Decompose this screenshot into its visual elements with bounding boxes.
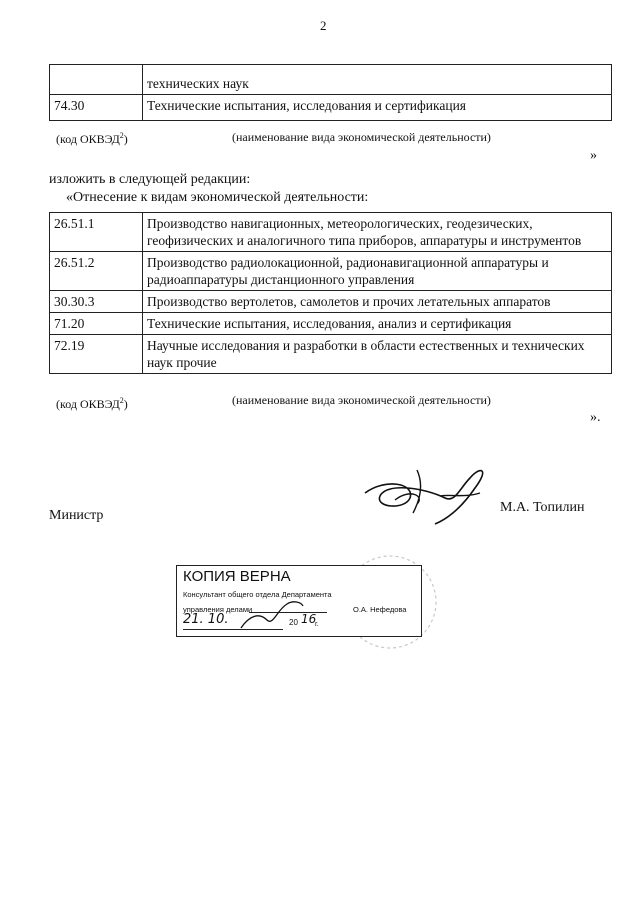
handwritten-signature <box>355 458 505 528</box>
stamp-position-line: Консультант общего отдела Департамента <box>183 590 332 599</box>
stamp-signer: О.А. Нефедова <box>353 605 407 614</box>
okved-table-old <box>49 64 612 121</box>
okved-name: Производство радиолокационной, радионавигационной аппаратуры и радиоаппаратуры дистанционного управления <box>143 252 612 291</box>
copy-certified-stamp <box>176 565 422 637</box>
stamp-department-line: управления делами <box>183 605 253 614</box>
okved-name: технических наук <box>143 65 612 95</box>
stamp-year-suffix: г. <box>315 621 319 628</box>
okved-code <box>50 65 143 95</box>
page-number: 2 <box>320 18 327 33</box>
closing-quote: » <box>590 148 597 163</box>
table-row <box>50 313 612 335</box>
caption-activity-name: (наименование вида экономической деятельности) <box>232 393 491 407</box>
stamp-signature <box>237 598 307 632</box>
okved-code: 30.30.3 <box>50 291 143 313</box>
stamp-year-prefix: 20 <box>289 618 298 627</box>
signatory-position: Министр <box>49 508 104 523</box>
caption-activity-name: (наименование вида экономической деятельности) <box>232 130 491 144</box>
caption-code: (код ОКВЭД$^2$) <box>56 131 128 146</box>
okved-name: Технические испытания, исследования, анализ и сертификация <box>143 313 612 335</box>
okved-code: 26.51.1 <box>50 213 143 252</box>
okved-code: 72.19 <box>50 335 143 374</box>
table-row <box>50 65 612 95</box>
stamp-date: 21. 10. <box>183 612 229 627</box>
table-row <box>50 213 612 252</box>
okved-name: Научные исследования и разработки в области естественных и технических наук прочие <box>143 335 612 374</box>
okved-code: 74.30 <box>50 95 143 121</box>
caption-code: (код ОКВЭД$^2$) <box>56 396 128 411</box>
table-row <box>50 95 612 121</box>
paragraph-heading: «Отнесение к видам экономической деятельности: <box>66 190 369 205</box>
stamp-title: КОПИЯ ВЕРНА <box>183 568 291 585</box>
okved-name: Технические испытания, исследования и сертификация <box>143 95 612 121</box>
okved-code: 26.51.2 <box>50 252 143 291</box>
okved-table-new <box>49 212 612 374</box>
table-row <box>50 291 612 313</box>
table-row <box>50 252 612 291</box>
okved-name: Производство навигационных, метеорологических, геодезических, геофизических и аналогичного типа приборов, аппаратуры и инструментов <box>143 213 612 252</box>
stamp-year: 16 <box>301 612 317 626</box>
okved-code: 71.20 <box>50 313 143 335</box>
table-row <box>50 335 612 374</box>
paragraph-instruction: изложить в следующей редакции: <box>49 172 251 187</box>
okved-name: Производство вертолетов, самолетов и прочих летательных аппаратов <box>143 291 612 313</box>
closing-quote: ». <box>590 410 601 425</box>
signatory-name: М.А. Топилин <box>500 500 585 515</box>
